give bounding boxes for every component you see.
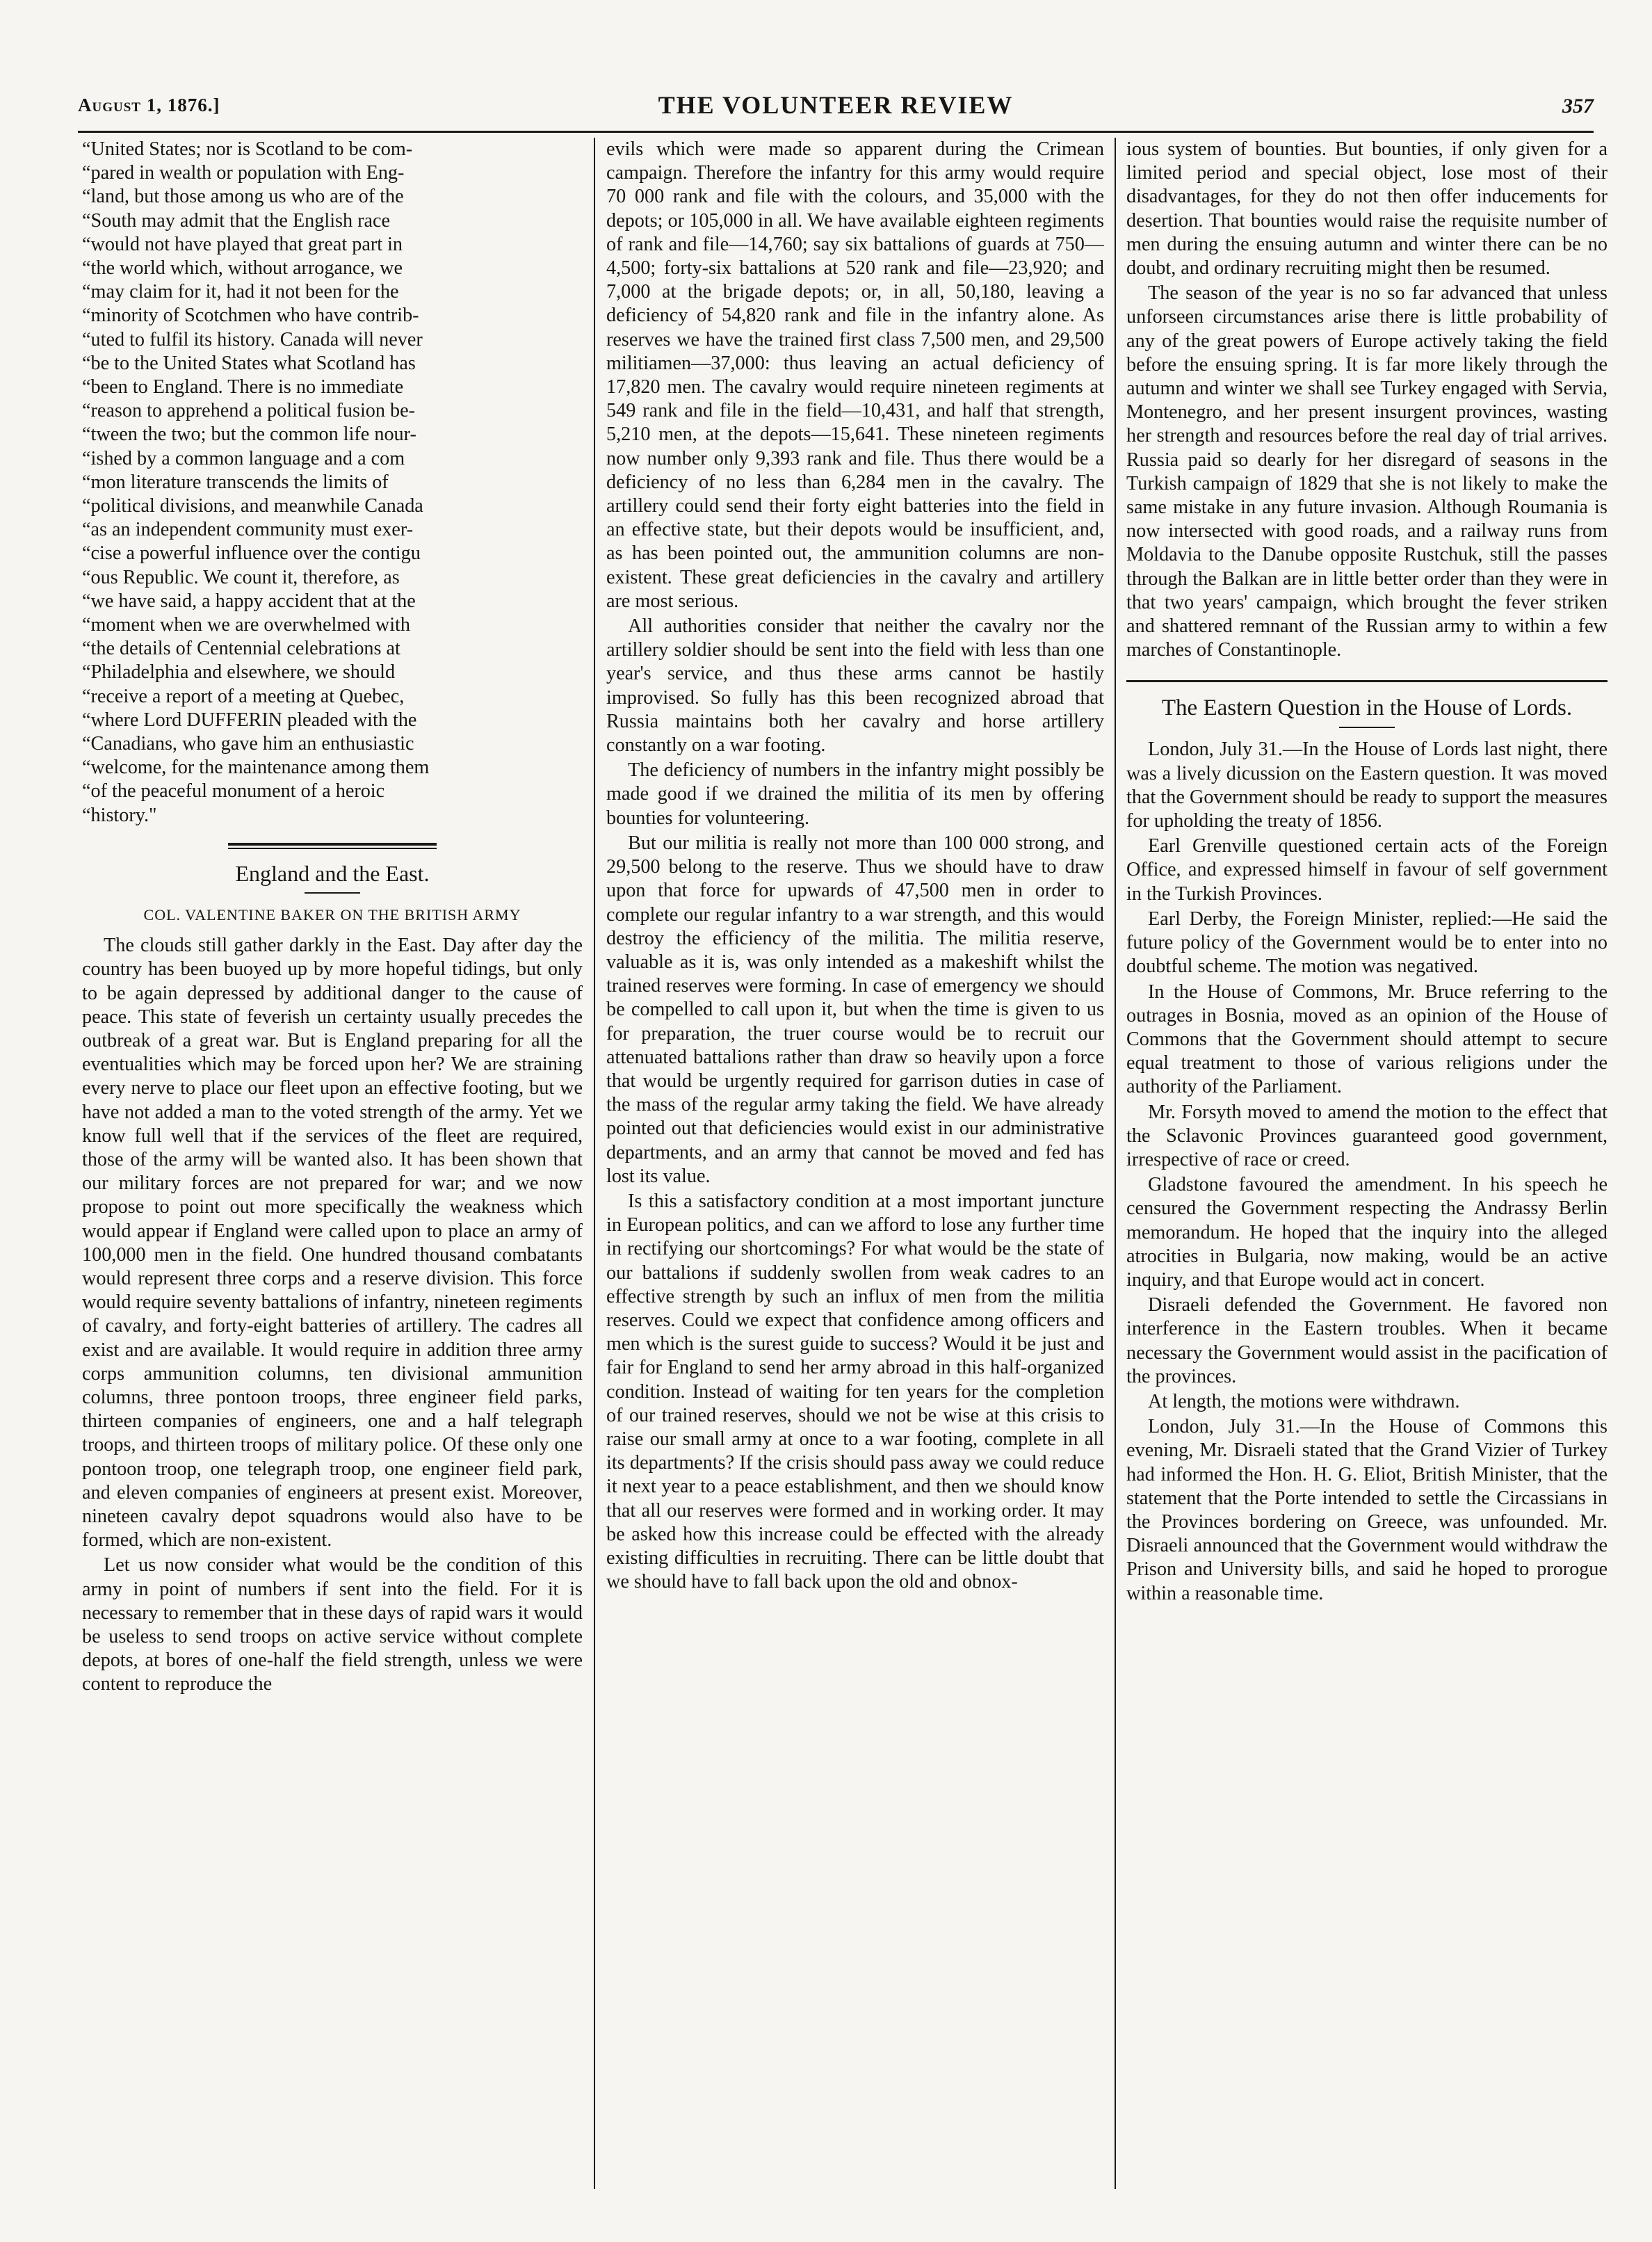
quote-line: “ tween the two; but the common life nour- bbox=[82, 423, 583, 446]
quote-line: “ receive a report of a meeting at Quebec, bbox=[82, 685, 583, 709]
section-divider bbox=[228, 843, 437, 849]
header-rule bbox=[78, 131, 1594, 133]
article-heading-eastern-question: The Eastern Question in the House of Lords. bbox=[1161, 695, 1573, 721]
quoted-passage bbox=[82, 138, 583, 828]
article-paragraph: The season of the year is no so far advanced that unless unforseen circumstances arise there is little probability of any of the great powers of Europe actively taking the field before the ensuing spring. It is far more likely through the autumn and winter we shall see Turkey engaged with Servia, Montenegro, and her present insurgent provinces, wasting her strength and resources before the real day of trial arrives. Russia paid so dearly for her disregard of seasons in the Turkish campaign of 1829 that she is not likely to make the same mistake in any future invasion. Although Roumania is now intersected with good roads, and a railway runs from Moldavia to the Danube opposite Rustchuk, still the passes through the Balkan are in little better order than they were in that two years' campaign, which brought the fever striken and shattered remnant of the Russian army to within a few marches of Constantinople. bbox=[1126, 282, 1608, 661]
quote-line: “ mon literature transcends the limits of bbox=[82, 471, 583, 494]
article-paragraph: Is this a satisfactory condition at a most important juncture in European politics, and can we afford to lose any further time in rectifying our shortcomings? For what would be the state of our battalions if suddenly swollen from weak cadres to an effective strength by such an influx of men from the militia reserves. Could we expect that confidence among officers and men which is the surest guide to success? Would it be just and fair for England to send her army abroad in this half-organized condition. Instead of waiting for ten years for the completion of our trained reserves, should we not be wise at this crisis to raise our small army at once to a war footing, complete in all its departments? If the crisis should pass away we could reduce it next year to a peace establishment, and then we should know that all our reserves were formed and in working order. It may be asked how this increase could be effected with the already existing difficulties in recruiting. There can be little doubt that we should have to fall back upon the old and obnox- bbox=[606, 1190, 1104, 1593]
quote-line: “ South may admit that the English race bbox=[82, 209, 583, 233]
article-subheading: COL. VALENTINE BAKER ON THE BRITISH ARMY bbox=[143, 905, 521, 924]
quote-line: “ may claim for it, had it not been for the bbox=[82, 280, 583, 304]
column-3 bbox=[1126, 138, 1608, 2196]
quote-line: “ land, but those among us who are of the bbox=[82, 185, 583, 209]
quote-line: “ of the peaceful monument of a heroic bbox=[82, 780, 583, 803]
article-paragraph: The clouds still gather darkly in the East. Day after day the country has been buoyed up by more hopeful tidings, but only to be again depressed by additional danger to the cause of peace. This state of feverish un certainty usually precedes the outbreak of a great war. But is England preparing for all the eventualities which may be forced upon her? We are straining every nerve to place our fleet upon an effective footing, but we have not added a man to the voted strength of the army. Yet we know full well that if the services of the fleet are required, those of the army will be wanted also. It has been shown that our military forces are not prepared for war; and we now propose to point out more specifically the weakness which would appear if England were called upon to place an army of 100,000 men in the field. One hundred thousand combatants would represent three corps and a reserve division. This force would require seventy battalions of infantry, nineteen regiments of cavalry, and forty-eight batteries of artillery. The cadres all exist and are available. It would require in addition three army corps ammunition columns, ten divisional ammunition columns, three pontoon troops, three engineer field parks, thirteen companies of engineers, one and a half telegraph troops, and thirteen troops of military police. Of these only one pontoon troop, one telegraph troop, one engineer field park, and eleven companies of engineers at present exist. Moreover, nineteen cavalry depot squadrons would also have to be formed, which are non-existent. bbox=[82, 935, 583, 1551]
quote-line: “ be to the United States what Scotland has bbox=[82, 352, 583, 376]
news-paragraph: Earl Grenville questioned certain acts of the Foreign Office, and expressed himself in favour of self government in the Turkish Provinces. bbox=[1126, 835, 1608, 905]
news-paragraph: Earl Derby, the Foreign Minister, replied:—He said the future policy of the Government would be to enter into no doubtful scheme. The motion was negatived. bbox=[1126, 908, 1608, 978]
news-paragraph: At length, the motions were withdrawn. bbox=[1148, 1390, 1460, 1412]
section-divider bbox=[1126, 680, 1608, 682]
quote-line: “ we have said, a happy accident that at the bbox=[82, 590, 583, 613]
quote-line: “ welcome, for the maintenance among them bbox=[82, 756, 583, 780]
issue-date: August 1, 1876.] bbox=[78, 95, 220, 115]
quote-line: “ would not have played that great part in bbox=[82, 233, 583, 257]
article-paragraph: The deficiency of numbers in the infantry might possibly be made good if we drained the militia of its men by offering bounties for volunteering. bbox=[606, 759, 1104, 829]
quote-line: “ pared in wealth or population with Eng- bbox=[82, 161, 583, 185]
news-paragraph: Mr. Forsyth moved to amend the motion to the effect that the Sclavonic Provinces guaranteed good government, irrespective of race or creed. bbox=[1126, 1101, 1608, 1170]
article-heading-england-and-the-east: England and the East. bbox=[235, 860, 430, 886]
quote-line: “ the world which, without arrogance, we bbox=[82, 257, 583, 280]
column-1 bbox=[82, 138, 583, 2196]
news-paragraph: London, July 31.—In the House of Lords last night, there was a lively dicussion on the Eastern question. It was moved that the Government should be ready to support the measures for upholding the treaty of 1856. bbox=[1126, 739, 1608, 832]
article-paragraph: evils which were made so apparent during the Crimean campaign. Therefore the infantry for this army would require 70 000 rank and file with the colours, and 35,000 with the depots; or 105,000 in all. We have available eighteen regiments of rank and file—14,760; say six battalions of guards at 750—4,500; forty-six battalions at 520 rank and file—23,920; and 7,000 at the brigade depots; or, in all, 50,180, leaving a deficiency of 54,820 rank and file in the infantry alone. As reserves we have the trained first class 7,500 men, and 29,500 militiamen—37,000: thus leaving an actual deficiency of 17,820 men. The cavalry would require nineteen regiments at 549 rank and file in the field—10,431, and half that strength, 5,210 men, at the depots—15,641. These nineteen regiments now number only 9,393 rank and file. Thus there would be a deficiency of no less than 6,284 men in the cavalry. The artillery could send their forty eight batteries into the field in an effective state, but their depots would be insufficient, and, as has been pointed out, the ammunition columns are non-existent. These great deficiencies in the cavalry and artillery are most serious. bbox=[606, 138, 1104, 612]
quote-line: “ minority of Scotchmen who have contrib- bbox=[82, 304, 583, 328]
page-number: 357 bbox=[1562, 95, 1594, 118]
quote-line: “ Philadelphia and elsewhere, we should bbox=[82, 661, 583, 684]
quote-line: “ reason to apprehend a political fusion be- bbox=[82, 399, 583, 423]
column-rule-1 bbox=[594, 138, 595, 2189]
quote-line: “ moment when we are overwhelmed with bbox=[82, 613, 583, 637]
quote-line: “ been to England. There is no immediate bbox=[82, 376, 583, 399]
page-header bbox=[78, 88, 1594, 127]
quote-line: “ cise a powerful influence over the contigu bbox=[82, 542, 583, 565]
quote-line: “ political divisions, and meanwhile Canada bbox=[82, 494, 583, 518]
article-paragraph: Let us now consider what would be the condition of this army in point of numbers if sent into the field. For it is necessary to remember that in these days of rapid wars it would be useless to send troops on active service without complete depots, at bores of one-half the field strength, unless we were content to reproduce the bbox=[82, 1554, 583, 1695]
column-2 bbox=[606, 138, 1104, 2196]
quote-line: “ where Lord DUFFERIN pleaded with the bbox=[82, 709, 583, 732]
quote-line: “ United States; nor is Scotland to be com- bbox=[82, 138, 583, 161]
news-paragraph: Gladstone favoured the amendment. In his speech he censured the Government respecting the Andrassy Berlin memorandum. He hoped that the inquiry into the alleged atrocities in Bulgaria, now making, would be an active inquiry, and that Europe would act in concert. bbox=[1126, 1174, 1608, 1291]
quote-line: “ history." bbox=[82, 804, 583, 828]
publication-title: THE VOLUNTEER REVIEW bbox=[658, 91, 1014, 119]
article-paragraph: All authorities consider that neither the cavalry nor the artillery soldier should be sent into the field with less than one year's service, and thus these arms cannot be hastily improvised. So fully has this been recognized abroad that Russia maintains both her cavalry and horse artillery constantly on a war footing. bbox=[606, 615, 1104, 757]
article-paragraph: ious system of bounties. But bounties, if only given for a limited period and special object, lose most of their disadvantages, for they do not then offer inducements for desertion. That bounties would raise the requisite number of men during the ensuing autumn and winter there can be no doubt, and ordinary recruiting might then be resumed. bbox=[1126, 138, 1608, 280]
short-divider bbox=[1339, 727, 1395, 728]
article-paragraph: But our militia is really not more than 100 000 strong, and 29,500 belong to the reserve. Thus we should have to draw upon that force for upwards of 47,500 men in order to complete our regular infantry to a war strength, and this would destroy the efficiency of the militia. The militia reserve, valuable as it is, was only intended as a makeshift whilst the trained reserves were forming. In case of emergency we should be compelled to call upon it, but when the time is given to us for preparation, the truer course would be to recruit our attenuated battalions rather than draw so heavily upon a force that would be urgently required for garrison duties in case of the mass of the regular army taking the field. We have already pointed out that deficiencies would exist in our administrative departments, and an army that cannot be moved and fed has lost its value. bbox=[606, 832, 1104, 1187]
column-rule-2 bbox=[1115, 138, 1116, 2189]
news-paragraph: London, July 31.—In the House of Commons this evening, Mr. Disraeli stated that the Grand Vizier of Turkey had informed the Hon. H. G. Eliot, British Minister, that the statement that the Porte intended to settle the Circassians in the Provinces bordering on Greece, was unfounded. Mr. Disraeli announced that the Government would withdraw the Prison and University bills, and said he hoped to prorogue within a reasonable time. bbox=[1126, 1416, 1608, 1604]
quote-line: “ Canadians, who gave him an enthusiastic bbox=[82, 732, 583, 756]
news-paragraph: In the House of Commons, Mr. Bruce referring to the outrages in Bosnia, moved as an opinion of the House of Commons that the Government should attempt to secure equal treatment to those of various religions under the authority of the Parliament. bbox=[1126, 981, 1608, 1098]
quote-line: “ ous Republic. We count it, therefore, as bbox=[82, 566, 583, 590]
short-divider bbox=[305, 892, 360, 894]
quote-line: “ uted to fulfil its history. Canada will never bbox=[82, 328, 583, 352]
news-paragraph: Disraeli defended the Government. He favored non interference in the Eastern troubles. When it became necessary the Government would assist in the pacification of the provinces. bbox=[1126, 1294, 1608, 1387]
quote-line: “ the details of Centennial celebrations at bbox=[82, 637, 583, 661]
quote-line: “ as an independent community must exer- bbox=[82, 518, 583, 542]
quote-line: “ ished by a common language and a com bbox=[82, 447, 583, 471]
